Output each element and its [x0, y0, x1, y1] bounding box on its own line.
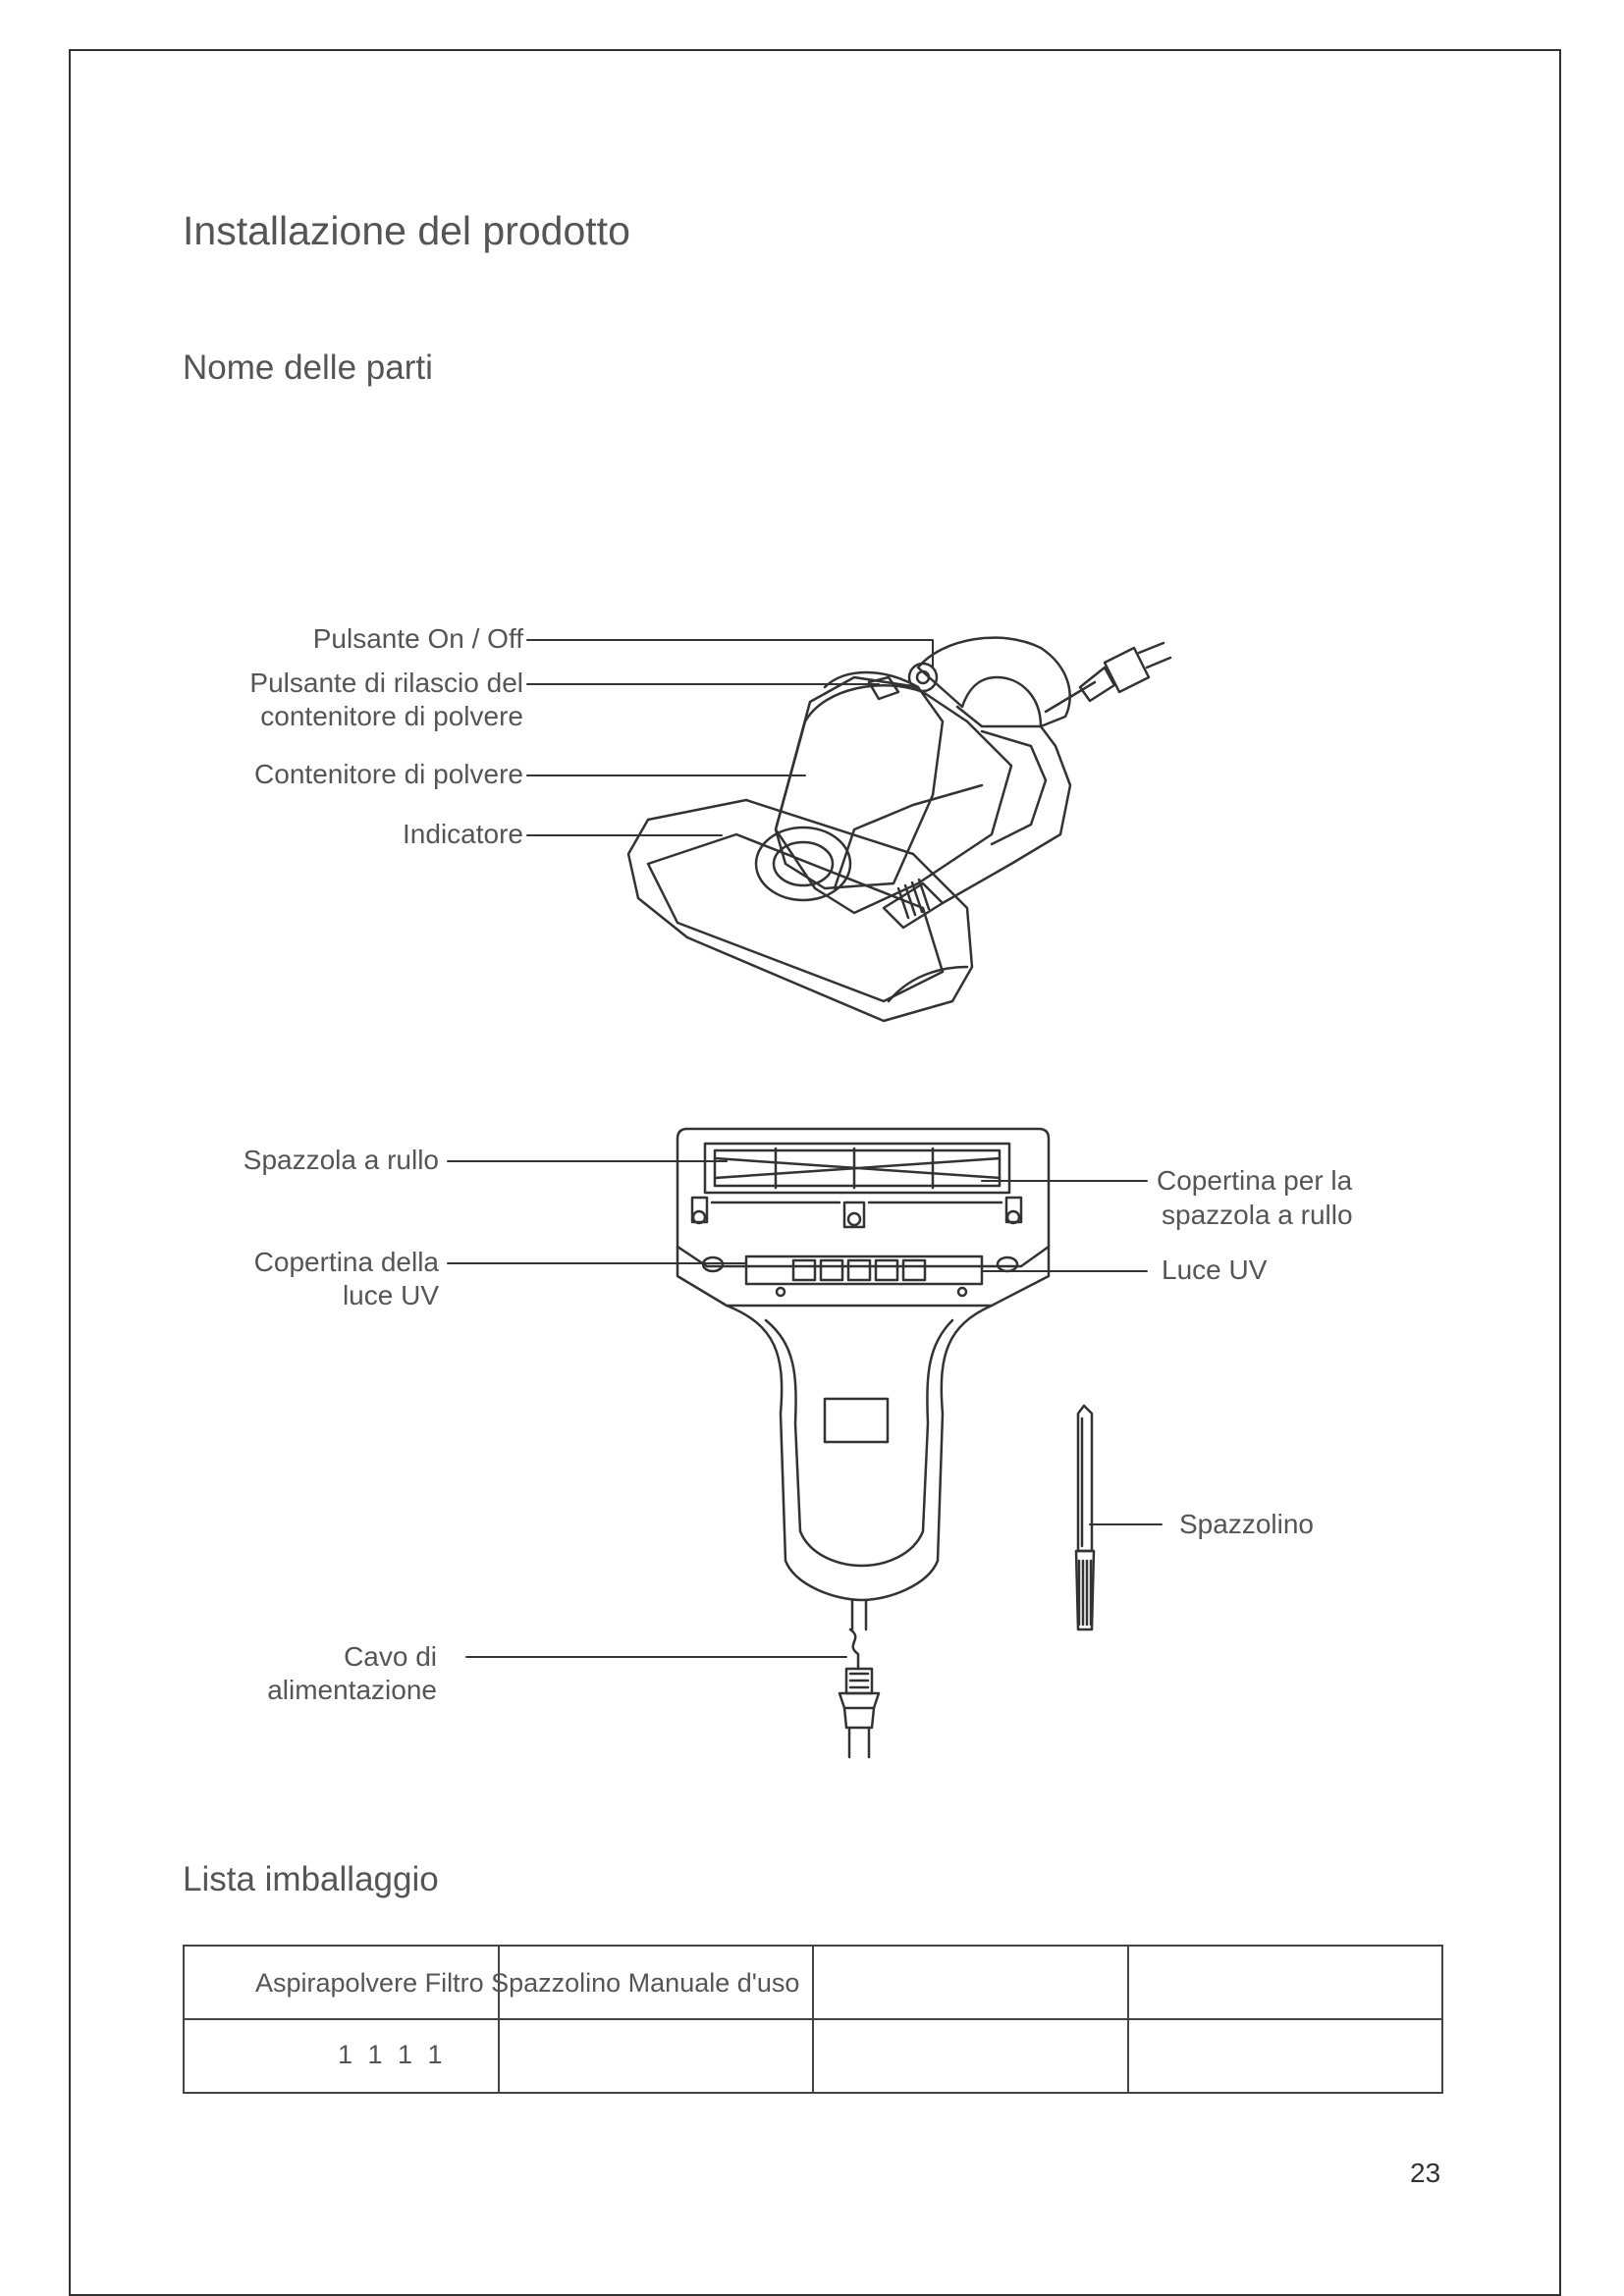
label-uv-cover-line2: luce UV — [342, 1280, 439, 1310]
packing-quantities-text: 1 1 1 1 — [338, 2040, 447, 2069]
table-cell — [1128, 1946, 1443, 2019]
page-title: Installazione del prodotto — [183, 208, 630, 253]
table-cell — [499, 2019, 814, 2093]
table-cell — [813, 2019, 1128, 2093]
label-indicator: Indicatore — [403, 819, 523, 849]
label-on-off-button: Pulsante On / Off — [312, 623, 523, 654]
label-cable-line2: alimentazione — [267, 1675, 437, 1705]
section-heading-packing: Lista imballaggio — [183, 1860, 439, 1898]
label-brush-cover-line2: spazzola a rullo — [1162, 1200, 1353, 1230]
label-cable-line1: Cavo di — [344, 1641, 437, 1672]
small-brush-illustration — [1076, 1406, 1094, 1629]
table-cell — [1128, 2019, 1443, 2093]
table-cell — [813, 1946, 1128, 2019]
table-row — [184, 2019, 1442, 2093]
label-uv-light: Luce UV — [1162, 1255, 1268, 1285]
label-uv-cover-line1: Copertina della — [253, 1247, 439, 1277]
vacuum-side-view — [628, 638, 1170, 1021]
section-heading-parts: Nome delle parti — [183, 348, 433, 387]
table-cell — [184, 2019, 499, 2093]
packing-list-table — [183, 1945, 1443, 2094]
label-brush-cover-line1: Copertina per la — [1157, 1165, 1353, 1196]
table-header-cell — [184, 1946, 800, 2019]
label-small-brush: Spazzolino — [1179, 1509, 1314, 1539]
vacuum-underside-view — [677, 1129, 1049, 1757]
label-release-button-line1: Pulsante di rilascio del — [249, 667, 523, 698]
packing-items-text: Aspirapolvere Filtro Spazzolino Manuale d'uso — [255, 1968, 800, 1998]
label-dust-container: Contenitore di polvere — [254, 759, 523, 789]
table-row — [184, 1946, 1442, 2019]
label-roller-brush: Spazzola a rullo — [243, 1145, 439, 1175]
label-release-button-line2: contenitore di polvere — [260, 701, 523, 731]
page-number: 23 — [1410, 2158, 1441, 2188]
leader-lines-top — [527, 640, 933, 835]
